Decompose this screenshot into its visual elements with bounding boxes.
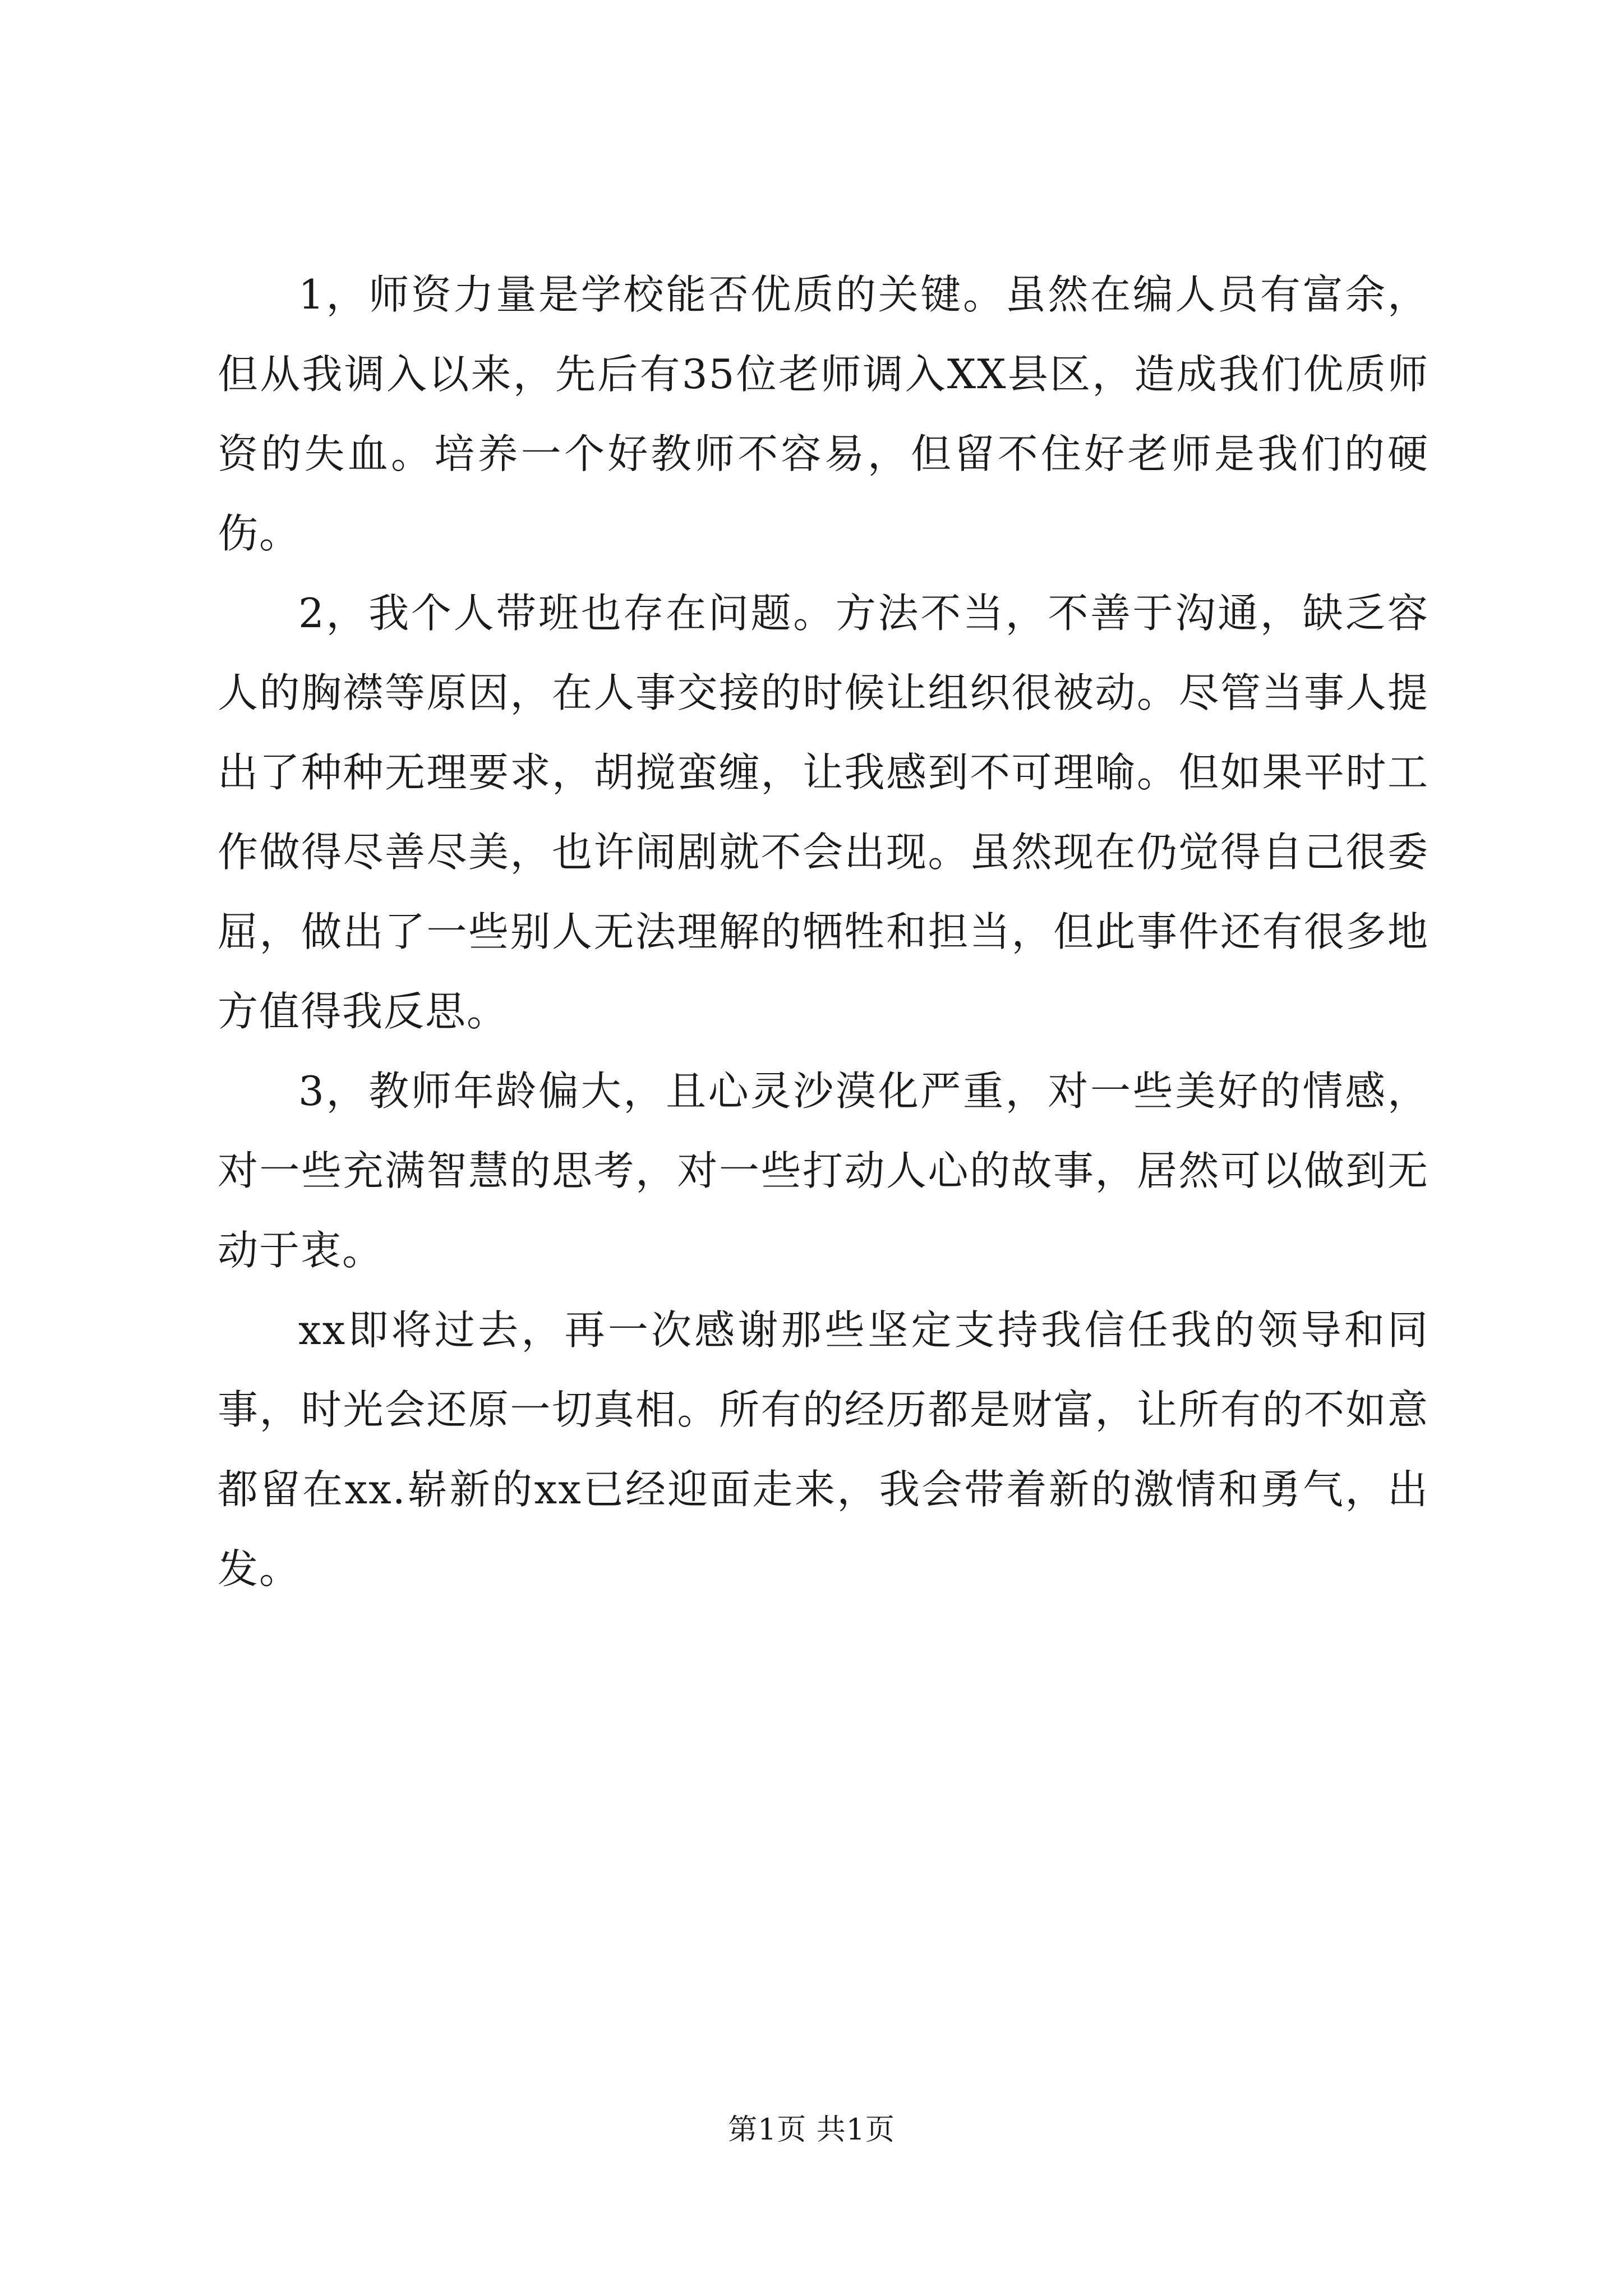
page-number-footer: 第1页 共1页 <box>728 2113 895 2147</box>
paragraph-1: 1，师资力量是学校能否优质的关键。虽然在编人员有富余，但从我调入以来，先后有35位老师调入XX县区，造成我们优质师资的失血。培养一个好教师不容易，但留不住好老师是我们的硬伤。 <box>218 271 1429 557</box>
paragraph-4: xx即将过去，再一次感谢那些坚定支持我信任我的领导和同事，时光会还原一切真相。所有的经历都是财富，让所有的不如意都留在xx.崭新的xx已经迎面走来，我会带着新的激情和勇气，出发。 <box>218 1306 1429 1593</box>
paragraph-2: 2，我个人带班也存在问题。方法不当，不善于沟通，缺乏容人的胸襟等原因，在人事交接的时候让组织很被动。尽管当事人提出了种种无理要求，胡搅蛮缠，让我感到不可理喻。但如果平时工作做得尽善尽美，也许闹剧就不会出现。虽然现在仍觉得自己很委屈，做出了一些别人无法理解的牺牲和担当，但此事件还有很多地方值得我反思。 <box>218 590 1429 1035</box>
paragraph-3: 3，教师年龄偏大，且心灵沙漠化严重，对一些美好的情感，对一些充满智慧的思考，对一些打动人心的故事，居然可以做到无动于衷。 <box>218 1068 1429 1274</box>
document-body <box>218 255 1429 1609</box>
